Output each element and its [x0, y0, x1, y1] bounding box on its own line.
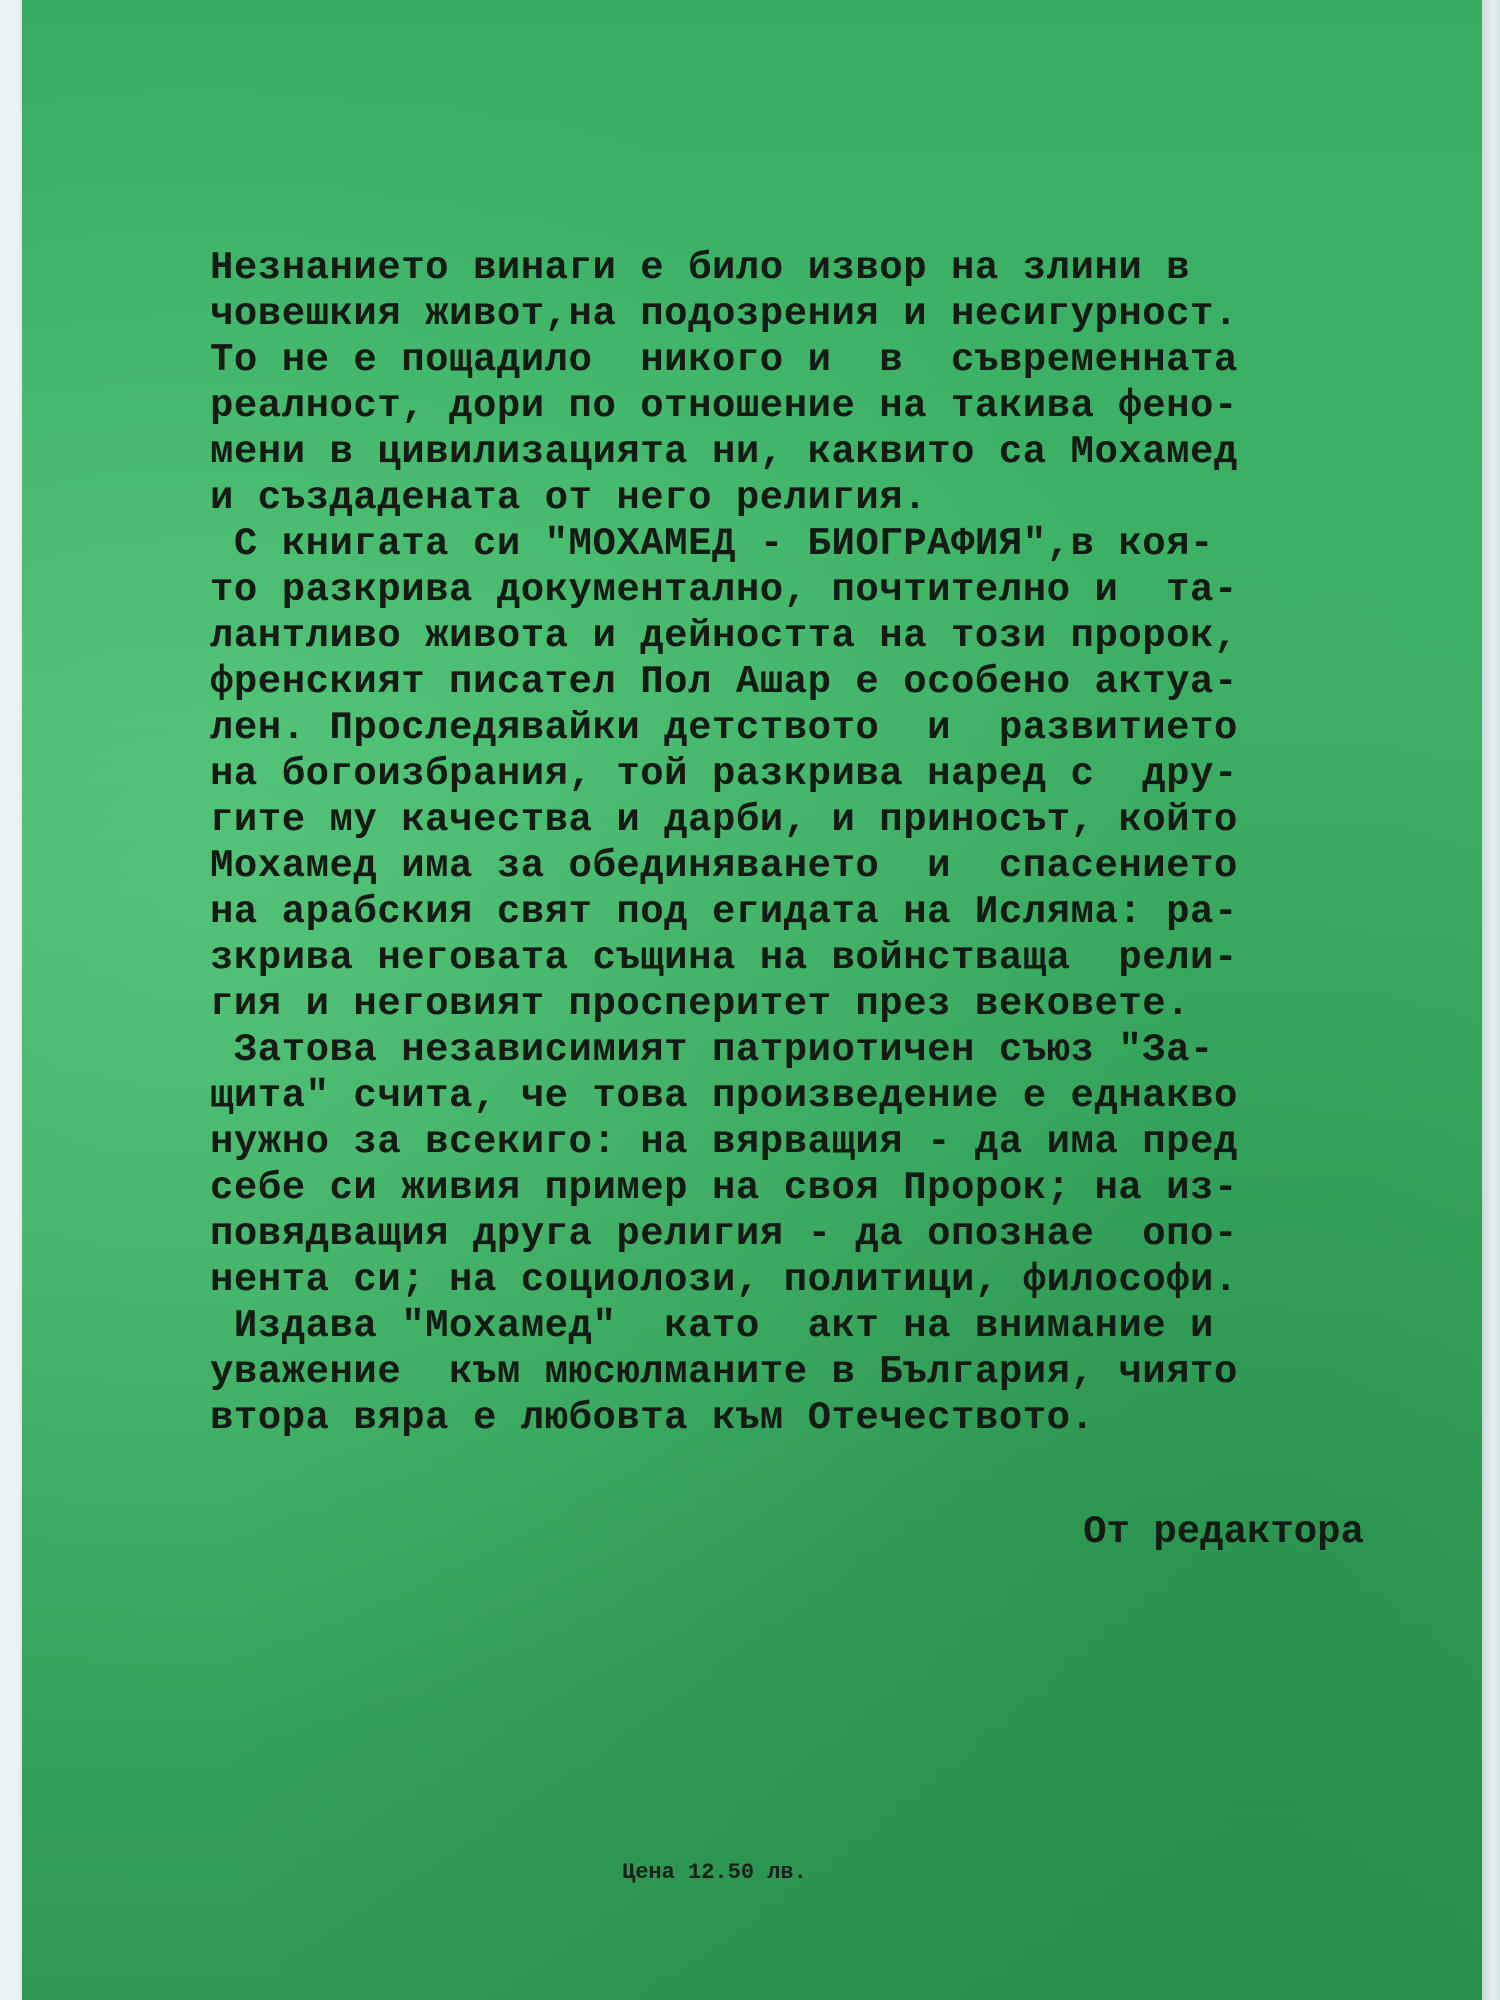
text-line: щита" счита, че това произведение е еднакво — [210, 1074, 1238, 1118]
text-line: то разкрива документално, почтително и та- — [210, 568, 1238, 612]
text-line: човешкия живот,на подозрения и несигурност. — [210, 292, 1238, 336]
text-line: втора вяра е любовта към Отечеството. — [210, 1396, 1095, 1440]
text-line: и създадената от него религия. — [210, 476, 928, 520]
text-line: повядващия друга религия - да опознае опо- — [210, 1212, 1238, 1256]
text-line: на богоизбрания, той разкрива наред с дру- — [210, 752, 1238, 796]
text-line: Издава "Мохамед" като акт на внимание и — [210, 1304, 1214, 1348]
text-line: гия и неговият просперитет през вековете. — [210, 982, 1191, 1026]
text-line: зкрива неговата същина на войнстваща рели- — [210, 936, 1238, 980]
background-edge — [1482, 0, 1500, 2000]
text-line: мени в цивилизацията ни, каквито са Мохамед — [210, 430, 1238, 474]
editor-signature: От редактора — [1083, 1510, 1364, 1554]
text-line: нента си; на социолози, политици, философи. — [210, 1258, 1238, 1302]
text-line: То не е пощадило никого и в съвременната — [210, 338, 1238, 382]
text-line: на арабския свят под егидата на Исляма: ра- — [210, 890, 1238, 934]
text-line: реалност, дори по отношение на такива фено- — [210, 384, 1238, 428]
book-back-cover — [22, 0, 1484, 2000]
text-line: гите му качества и дарби, и приносът, който — [210, 798, 1238, 842]
text-line: френският писател Пол Ашар е особено актуа- — [210, 660, 1238, 704]
text-line: уважение към мюсюлманите в България, чиято — [210, 1350, 1238, 1394]
price-label: Цена 12.50 лв. — [622, 1860, 807, 1885]
text-line: Мохамед има за обединяването и спасението — [210, 844, 1238, 888]
text-line: Незнанието винаги е било извор на злини в — [210, 246, 1191, 290]
text-line: нужно за всекиго: на вярващия - да има пред — [210, 1120, 1238, 1164]
text-line: себе си живия пример на своя Пророк; на из- — [210, 1166, 1238, 1210]
text-line: лантливо живота и дейността на този пророк, — [210, 614, 1238, 658]
editor-note-text — [210, 245, 1430, 1441]
text-line: Затова независимият патриотичен съюз "За- — [210, 1028, 1214, 1072]
text-line: С книгата си "МОХАМЕД - БИОГРАФИЯ",в коя- — [210, 522, 1214, 566]
text-line: лен. Проследявайки детството и развитието — [210, 706, 1238, 750]
